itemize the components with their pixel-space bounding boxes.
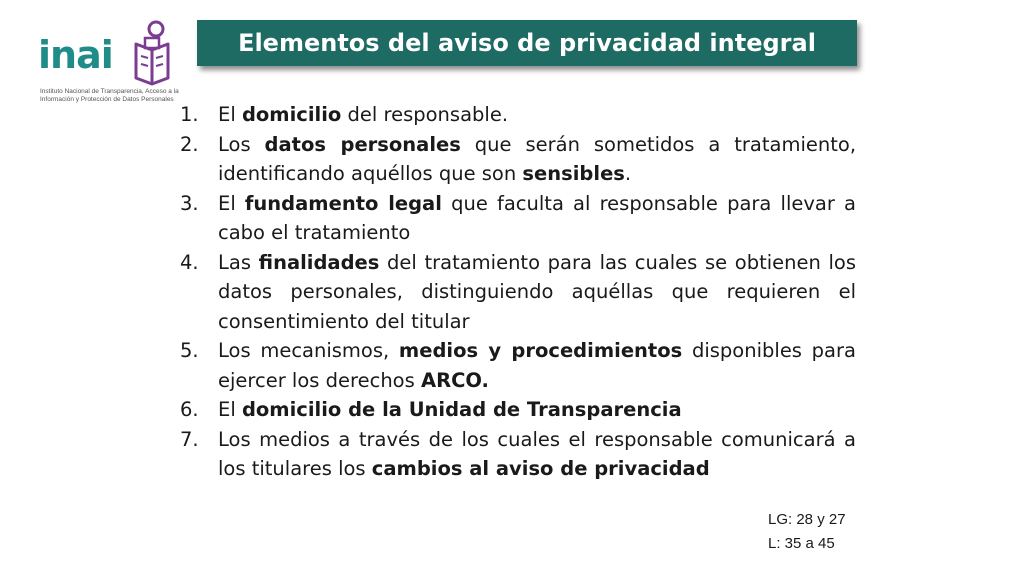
plain-text: Los mecanismos, xyxy=(218,339,399,362)
plain-text: El xyxy=(218,398,242,421)
list-item-number: 1. xyxy=(180,103,199,126)
emphasis-text: domicilio de la Unidad de Transparencia xyxy=(241,398,682,421)
list-item-number: 4. xyxy=(180,250,199,274)
title-banner xyxy=(197,20,857,66)
list-item-text xyxy=(218,336,856,395)
list-item xyxy=(180,425,856,484)
book-person-icon xyxy=(130,20,174,90)
plain-text: Los xyxy=(218,132,265,156)
list-item-text xyxy=(218,395,856,425)
plain-text: del responsable. xyxy=(341,103,509,126)
plain-text: . xyxy=(624,162,632,185)
list-item-text xyxy=(218,248,856,337)
plain-text: disponibles para ejercer los derechos xyxy=(218,339,856,392)
logo-caption-line2: Información y Protección de Datos Personales xyxy=(40,96,174,103)
emphasis-text: fundamento legal xyxy=(244,191,442,215)
list-item-text xyxy=(218,130,856,189)
emphasis-text: domicilio xyxy=(241,103,342,126)
page-title: Elementos del aviso de privacidad integral xyxy=(238,29,816,57)
plain-text: Las xyxy=(218,250,259,274)
plain-text: Los medios a través de los cuales el responsable comunicará a los titulares los xyxy=(218,427,856,480)
plain-text: El xyxy=(218,191,245,215)
list-item xyxy=(180,248,856,337)
logo-wordmark: inai xyxy=(38,33,113,77)
list-item xyxy=(180,189,856,248)
plain-text: El xyxy=(218,103,242,126)
emphasis-text: ARCO. xyxy=(420,368,489,392)
reference-note xyxy=(768,508,846,556)
logo-caption-line1: Instituto Nacional de Transparencia, Acceso a la xyxy=(40,88,179,95)
list-item-number: 2. xyxy=(180,132,199,156)
list-item-number: 5. xyxy=(180,339,199,362)
numbered-list xyxy=(180,100,856,484)
inai-logo xyxy=(38,20,178,110)
list-item-text xyxy=(218,425,856,484)
list-item-number: 7. xyxy=(180,427,199,451)
list-item-number: 3. xyxy=(180,191,199,215)
plain-text: que serán sometidos a tratamiento, identificando aquéllos que son xyxy=(218,132,857,185)
logo-caption xyxy=(40,88,180,104)
reference-line-2: L: 35 a 45 xyxy=(768,535,835,552)
list-item-text xyxy=(218,189,856,248)
list-item-number: 6. xyxy=(180,398,199,421)
emphasis-text: finalidades xyxy=(258,250,380,274)
list-item-text xyxy=(218,100,856,130)
emphasis-text: medios y procedimientos xyxy=(398,339,683,362)
list-item xyxy=(180,395,856,425)
emphasis-text: datos personales xyxy=(264,132,461,156)
list-item xyxy=(180,130,856,189)
emphasis-text: cambios al aviso de privacidad xyxy=(371,457,710,480)
plain-text: que faculta al responsable para llevar a cabo el tratamiento xyxy=(218,191,857,244)
emphasis-text: sensibles xyxy=(522,162,625,185)
list-item xyxy=(180,100,856,130)
list-item xyxy=(180,336,856,395)
plain-text: del tratamiento para las cuales se obtienen los datos personales, distinguiendo aquéllas que requieren el consentimiento del titular xyxy=(218,250,856,333)
reference-line-1: LG: 28 y 27 xyxy=(768,511,846,528)
